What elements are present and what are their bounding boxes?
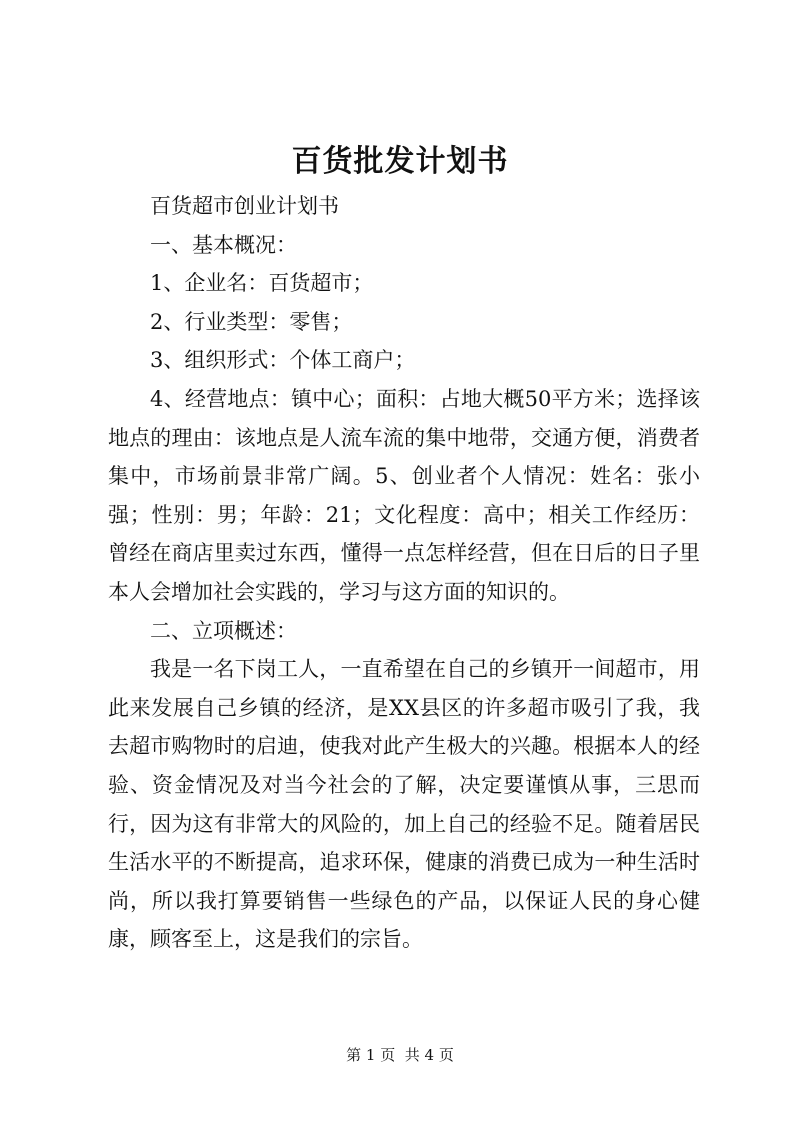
paragraph-industry-type: 2、行业类型：零售； bbox=[150, 309, 353, 334]
page-title: 百货批发计划书 bbox=[291, 144, 509, 179]
paragraph-organization-form: 3、组织形式：个体工商户； bbox=[150, 348, 416, 373]
paragraph-subtitle: 百货超市创业计划书 bbox=[150, 194, 339, 218]
document-body bbox=[108, 187, 700, 959]
paragraph-project-description: 我是一名下岗工人，一直希望在自己的乡镇开一间超市，用此来发展自己乡镇的经济，是XX县区的许多超市吸引了我，我去超市购物时的启迪，使我对此产生极大的兴趣。根据本人的经验、资金情况及对当今社会的了解，决定要谨慎从事，三思而行，因为这有非常大的风险的，加上自己的经验不足。随着居民生活水平的不断提高，追求环保，健康的消费已成为一种生活时尚，所以我打算要销售一些绿色的产品，以保证人民的身心健康，顾客至上，这是我们的宗旨。 bbox=[108, 657, 700, 952]
paragraph-company-name: 1、企业名：百货超市； bbox=[150, 271, 374, 296]
page-total: 共 4 页 bbox=[404, 1046, 454, 1064]
page-footer bbox=[0, 1044, 800, 1066]
paragraph-section-project: 二、立项概述： bbox=[150, 618, 297, 643]
page-number: 第 1 页 bbox=[346, 1046, 396, 1064]
paragraph-section-overview: 一、基本概况： bbox=[150, 232, 297, 257]
paragraph-location-and-founder: 4、经营地点：镇中心；面积：占地大概50平方米；选择该地点的理由：该地点是人流车流的集中地带，交通方便，消费者集中，市场前景非常广阔。5、创业者个人情况：姓名：张小强；性别：男；年龄：21；文化程度：高中；相关工作经历：曾经在商店里卖过东西，懂得一点怎样经营，但在日后的日子里本人会增加社会实践的，学习与这方面的知识的。 bbox=[108, 386, 700, 604]
